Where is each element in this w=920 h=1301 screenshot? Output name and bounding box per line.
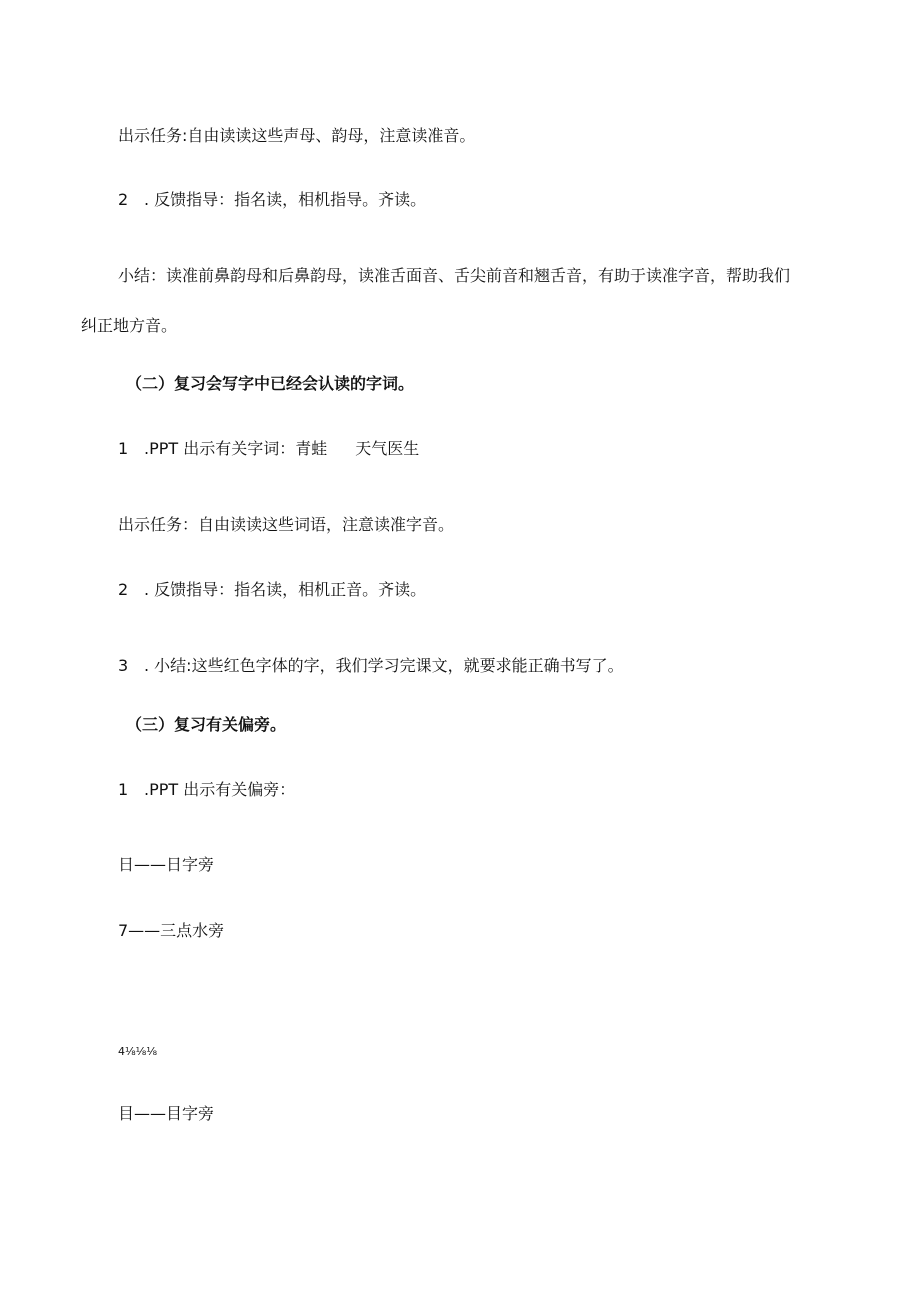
ppt-words-item: 1 .PPT 出示有关字词：青蛙 天气医生 [118,439,420,458]
section-heading-3: （三）复习有关偏旁。 [126,715,287,734]
task-instruction-2: 出示任务：自由读读这些词语，注意读准字音。 [118,515,455,534]
radical-sun: 日——日字旁 [118,855,215,874]
radical-eye: 目——目字旁 [118,1104,215,1123]
radical-water: 7——三点水旁 [118,921,225,940]
summary-paragraph-line-2: 纠正地方音。 [81,316,178,335]
ppt-radicals-item: 1 .PPT 出示有关偏旁： [118,780,296,799]
summary-paragraph-line-1: 小结：读准前鼻韵母和后鼻韵母，读准舌面音、舌尖前音和翘舌音，有助于读准字音，帮助我们 [118,266,791,285]
feedback-guidance-1: 2 . 反馈指导：指名读，相机指导。齐读。 [118,190,427,209]
task-instruction-1: 出示任务:自由读读这些声母、韵母，注意读准音。 [118,126,476,145]
section-heading-2: （二）复习会写字中已经会认读的字词。 [126,374,415,393]
feedback-guidance-2: 2 . 反馈指导：指名读，相机正音。齐读。 [118,580,427,599]
summary-item-3: 3 . 小结:这些红色字体的字，我们学习完课文，就要求能正确书写了。 [118,656,624,675]
garbled-radical-text: 4⅛⅛⅛ [118,1045,157,1058]
